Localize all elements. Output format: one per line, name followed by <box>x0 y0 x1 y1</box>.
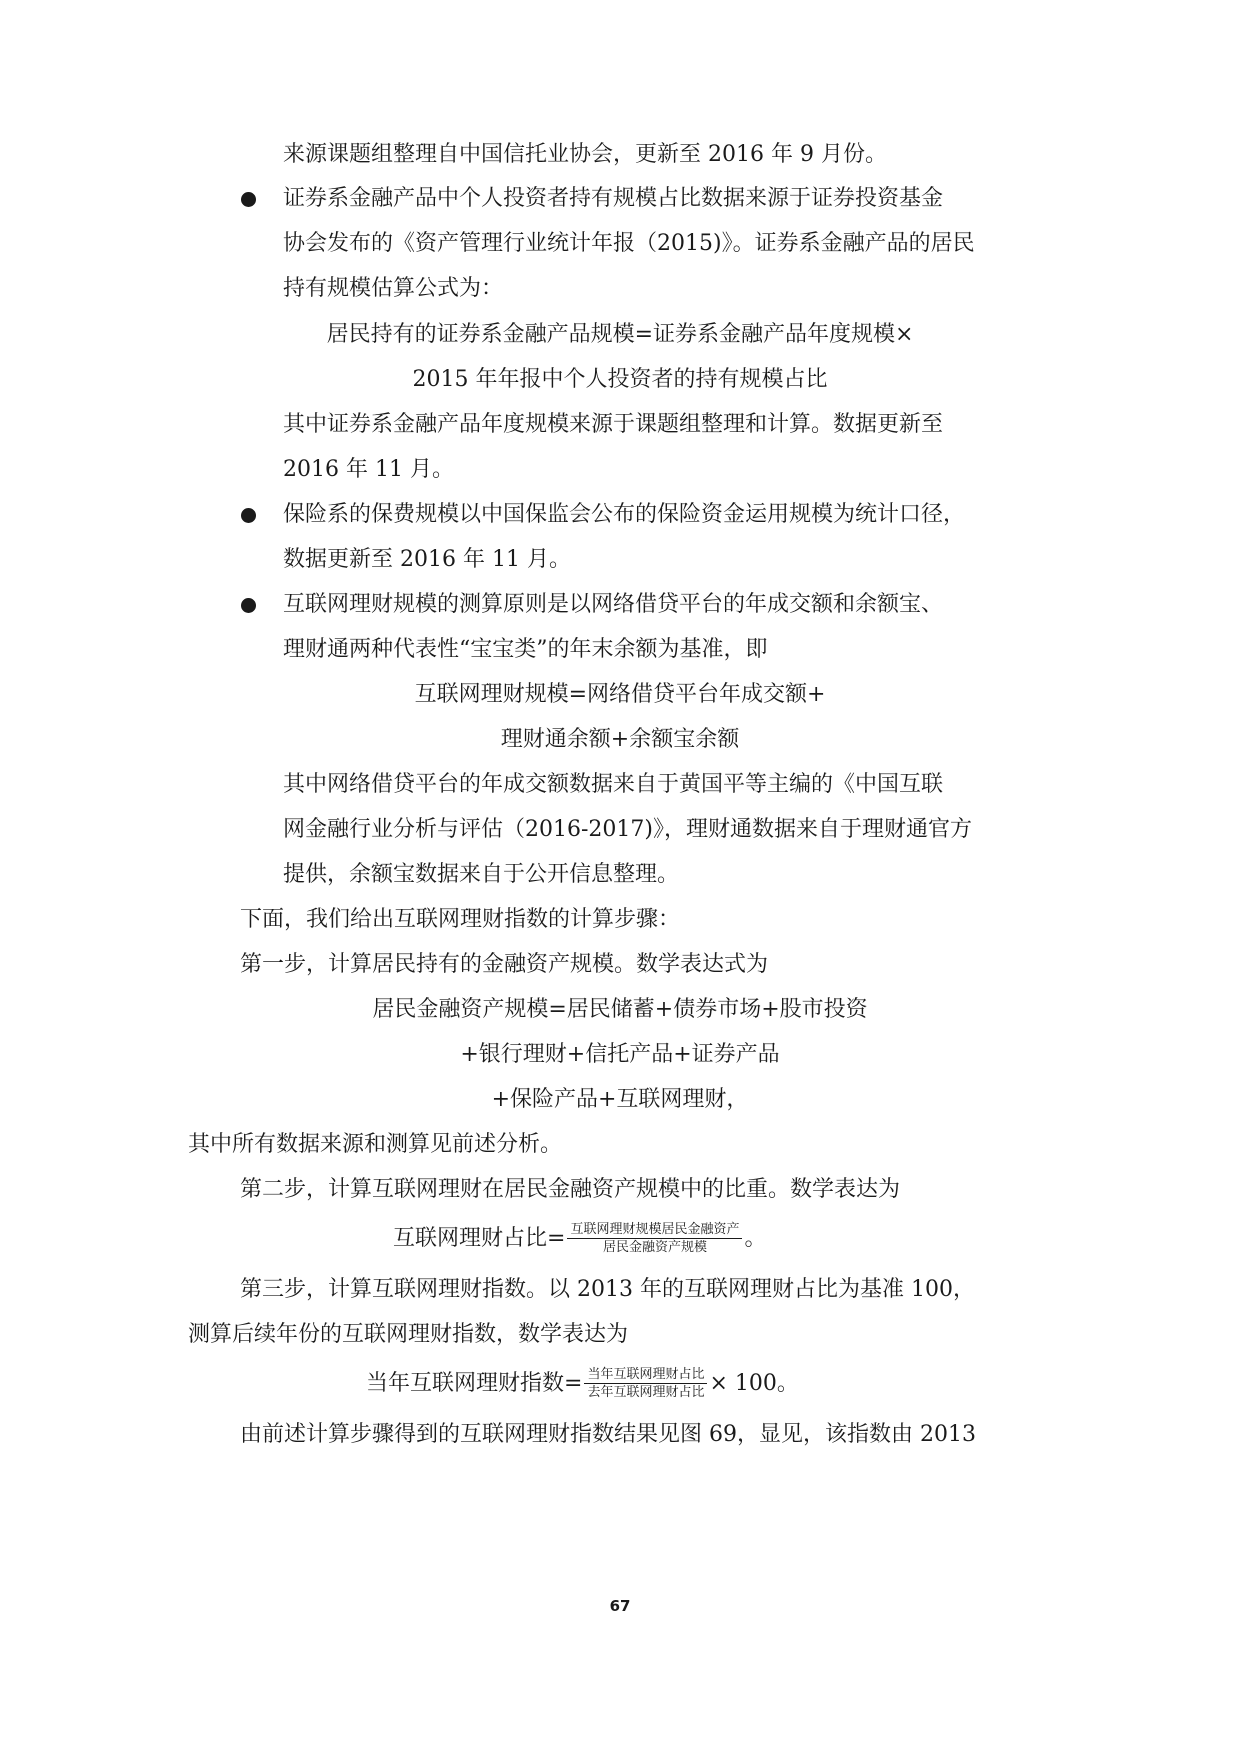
formula-lhs: 互联网理财占比= <box>393 1225 566 1251</box>
formula-line: 互联网理财规模=网络借贷平台年成交额+ <box>414 682 826 707</box>
text-line: 协会发布的《资产管理行业统计年报（2015)》。证券系金融产品的居民 <box>283 231 975 256</box>
text-line: 第一步，计算居民持有的金融资产规模。数学表达式为 <box>240 952 769 977</box>
text-line: 来源课题组整理自中国信托业协会，更新至 2016 年 9 月份。 <box>283 142 887 167</box>
text-line: 保险系的保费规模以中国保监会公布的保险资金运用规模为统计口径， <box>283 502 966 527</box>
fraction-numerator: 互联网理财规模居民金融资产 <box>567 1222 742 1239</box>
formula-line: +银行理财+信托产品+证券产品 <box>460 1042 780 1067</box>
text-line: 下面，我们给出互联网理财指数的计算步骤： <box>240 907 681 932</box>
text-line: 测算后续年份的互联网理财指数，数学表达为 <box>188 1322 629 1347</box>
formula-line: 理财通余额+余额宝余额 <box>500 727 740 752</box>
text-line: 2016 年 11 月。 <box>283 457 454 482</box>
bullet-icon <box>241 508 256 523</box>
formula-tail: × 100。 <box>709 1370 799 1396</box>
text-line: 持有规模估算公式为： <box>283 276 504 301</box>
formula-line: 2015 年年报中个人投资者的持有规模占比 <box>412 367 828 392</box>
fraction-numerator: 当年互联网理财占比 <box>584 1367 707 1384</box>
formula-ratio <box>393 1222 766 1255</box>
bullet-icon <box>241 598 256 613</box>
text-line: 证券系金融产品中个人投资者持有规模占比数据来源于证券投资基金 <box>283 186 944 211</box>
text-line: 第三步，计算互联网理财指数。以 2013 年的互联网理财占比为基准 100， <box>240 1277 975 1302</box>
fraction <box>584 1367 707 1400</box>
formula-index <box>366 1367 799 1400</box>
fraction-denominator: 去年互联网理财占比 <box>587 1385 705 1400</box>
page-number: 67 <box>609 1597 631 1615</box>
text-line: 提供，余额宝数据来自于公开信息整理。 <box>283 862 680 887</box>
text-line: 数据更新至 2016 年 11 月。 <box>283 547 571 572</box>
text-line: 由前述计算步骤得到的互联网理财指数结果见图 69，显见，该指数由 2013 <box>240 1422 976 1447</box>
text-line: 网金融行业分析与评估（2016-2017)》，理财通数据来自于理财通官方 <box>283 817 972 842</box>
formula-line: +保险产品+互联网理财， <box>491 1087 749 1112</box>
text-line: 其中所有数据来源和测算见前述分析。 <box>188 1132 563 1157</box>
fraction <box>567 1222 742 1255</box>
formula-tail: 。 <box>744 1225 767 1251</box>
text-line: 其中网络借贷平台的年成交额数据来自于黄国平等主编的《中国互联 <box>283 772 944 797</box>
text-line: 理财通两种代表性“宝宝类”的年末余额为基准，即 <box>283 637 768 662</box>
text-line: 互联网理财规模的测算原则是以网络借贷平台的年成交额和余额宝、 <box>283 592 944 617</box>
fraction-denominator: 居民金融资产规模 <box>602 1240 707 1255</box>
formula-line: 居民持有的证券系金融产品规模=证券系金融产品年度规模× <box>326 322 914 347</box>
formula-lhs: 当年互联网理财指数= <box>366 1370 583 1396</box>
formula-line: 居民金融资产规模=居民储蓄+债券市场+股市投资 <box>372 997 868 1022</box>
text-line: 其中证券系金融产品年度规模来源于课题组整理和计算。数据更新至 <box>283 412 944 437</box>
text-line: 第二步，计算互联网理财在居民金融资产规模中的比重。数学表达为 <box>240 1177 901 1202</box>
bullet-icon <box>241 192 256 207</box>
